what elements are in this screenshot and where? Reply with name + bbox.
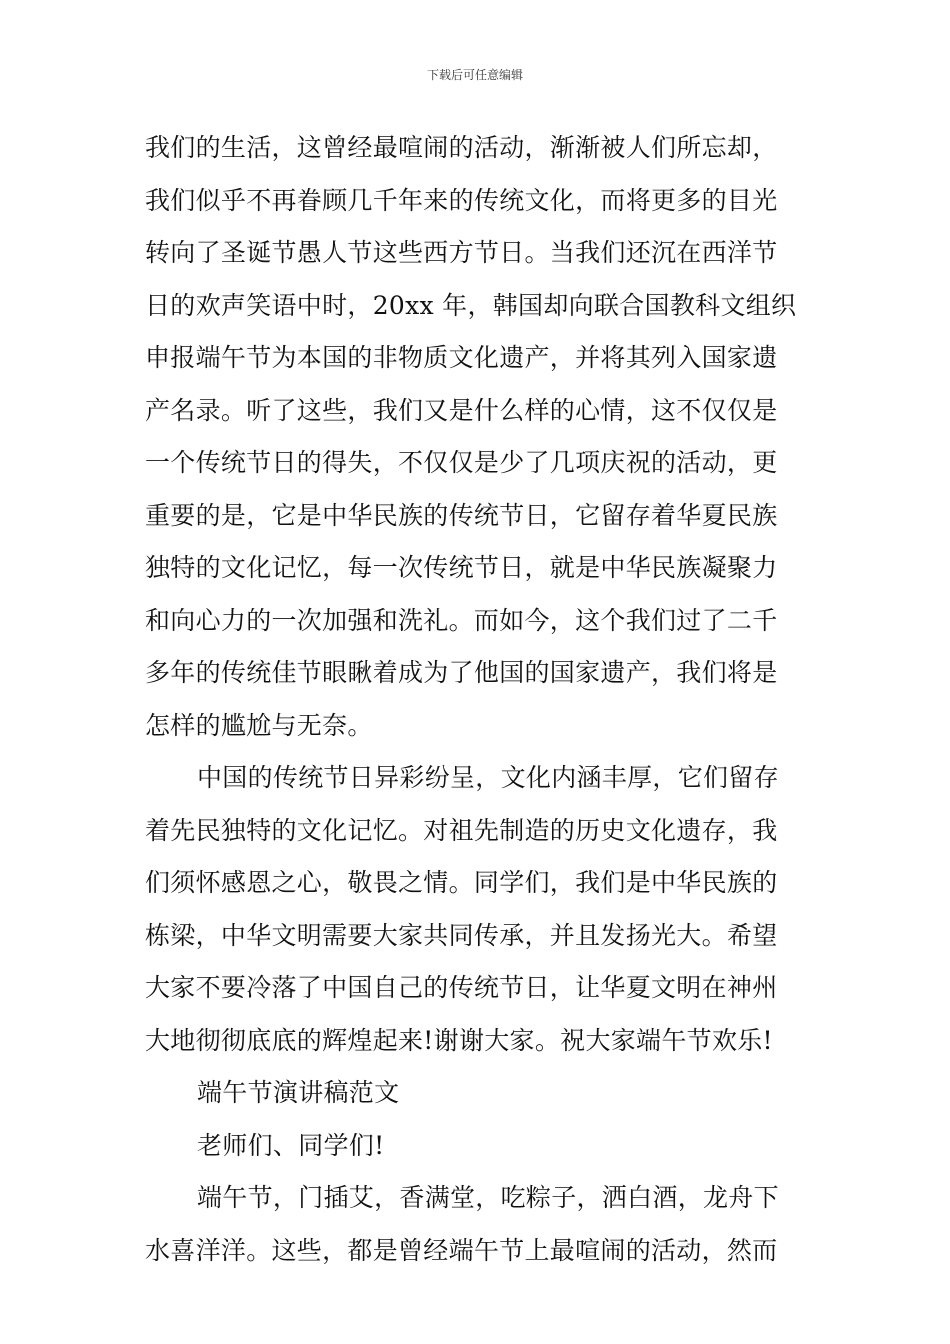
text-line: 怎样的尴尬与无奈。 xyxy=(145,710,373,740)
text-line: 端午节，门插艾，香满堂，吃粽子，洒白酒，龙舟下 xyxy=(197,1183,779,1212)
text-line: 我们的生活，这曾经最喧闹的活动，渐渐被人们所忘却， xyxy=(145,133,778,162)
text-line: 一个传统节日的得失，不仅仅是少了几项庆祝的活动，更 xyxy=(145,448,778,477)
text-line: 独特的文化记忆，每一次传统节日，就是中华民族凝聚力 xyxy=(145,553,778,582)
text-line: 大家不要冷落了中国自己的传统节日，让华夏文明在神州 xyxy=(145,973,778,1002)
page-header: 下载后可任意编辑 xyxy=(426,68,523,82)
text-line: 和向心力的一次加强和洗礼。而如今，这个我们过了二千 xyxy=(145,605,778,635)
text-line: 产名录。听了这些，我们又是什么样的心情，这不仅仅是 xyxy=(145,395,778,425)
text-line: 大地彻彻底底的辉煌起来!谢谢大家。祝大家端午节欢乐! xyxy=(145,1025,773,1055)
text-line: 老师们、同学们! xyxy=(197,1130,385,1160)
text-line: 着先民独特的文化记忆。对祖先制造的历史文化遗存，我 xyxy=(145,815,778,845)
text-line: 转向了圣诞节愚人节这些西方节日。当我们还沉在西洋节 xyxy=(145,238,778,267)
text-line: 们须怀感恩之心，敬畏之情。同学们，我们是中华民族的 xyxy=(145,868,778,897)
text-line: 多年的传统佳节眼瞅着成为了他国的国家遗产，我们将是 xyxy=(145,658,778,687)
text-line: 重要的是，它是中华民族的传统节日，它留存着华夏民族 xyxy=(145,500,778,530)
text-line: 日的欢声笑语中时，20xx 年，韩国却向联合国教科文组织 xyxy=(145,290,797,320)
text-line: 中国的传统节日异彩纷呈，文化内涵丰厚，它们留存 xyxy=(197,763,779,792)
text-line: 申报端午节为本国的非物质文化遗产，并将其列入国家遗 xyxy=(145,343,778,372)
text-line: 端午节演讲稿范文 xyxy=(197,1078,400,1107)
text-line: 栋梁，中华文明需要大家共同传承，并且发扬光大。希望 xyxy=(145,920,778,950)
text-line: 我们似乎不再眷顾几千年来的传统文化，而将更多的目光 xyxy=(145,185,778,215)
document-body xyxy=(145,122,813,1277)
text-line: 水喜洋洋。这些，都是曾经端午节上最喧闹的活动，然而 xyxy=(145,1235,778,1265)
